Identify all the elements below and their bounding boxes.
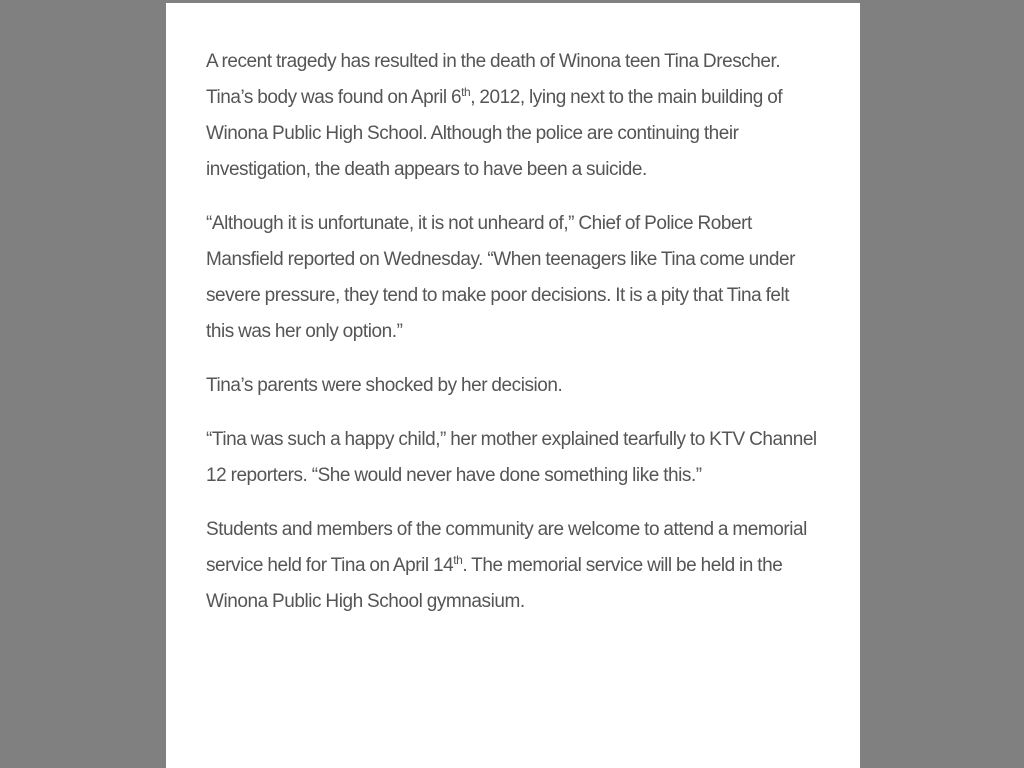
article-paragraph-4: “Tina was such a happy child,” her mother explained tearfully to KTV Channel 12 reporters. “She would never have done something like this.” — [206, 429, 817, 486]
paragraph-5-text-start: Students and members of the community are welcome to attend a memorial service held for Tina on April 14 — [206, 519, 807, 576]
paragraph-1-text-start: A recent tragedy has resulted in the death of Winona teen Tina Drescher. Tina’s body was found on April 6 — [206, 51, 781, 108]
article-paragraph-5 — [206, 512, 820, 620]
article-paragraph-3: Tina’s parents were shocked by her decision. — [206, 375, 563, 396]
paragraph-5-text-end: . The memorial service will be held in the Winona Public High School gymnasium. — [206, 555, 783, 612]
paragraph-1-text-end: , 2012, lying next to the main building of Winona Public High School. Although the police are continuing their investigation, the death appears to have been a suicide. — [206, 87, 783, 180]
ordinal-suffix: th — [453, 553, 463, 567]
article-paragraph-2: “Although it is unfortunate, it is not unheard of,” Chief of Police Robert Mansfield reported on Wednesday. “When teenagers like Tina come under severe pressure, they tend to make poor decisions. It is a pity that Tina felt this was her only option.” — [206, 213, 795, 342]
article-page — [166, 3, 860, 768]
ordinal-suffix: th — [461, 85, 471, 99]
article-paragraph-1 — [206, 44, 820, 188]
